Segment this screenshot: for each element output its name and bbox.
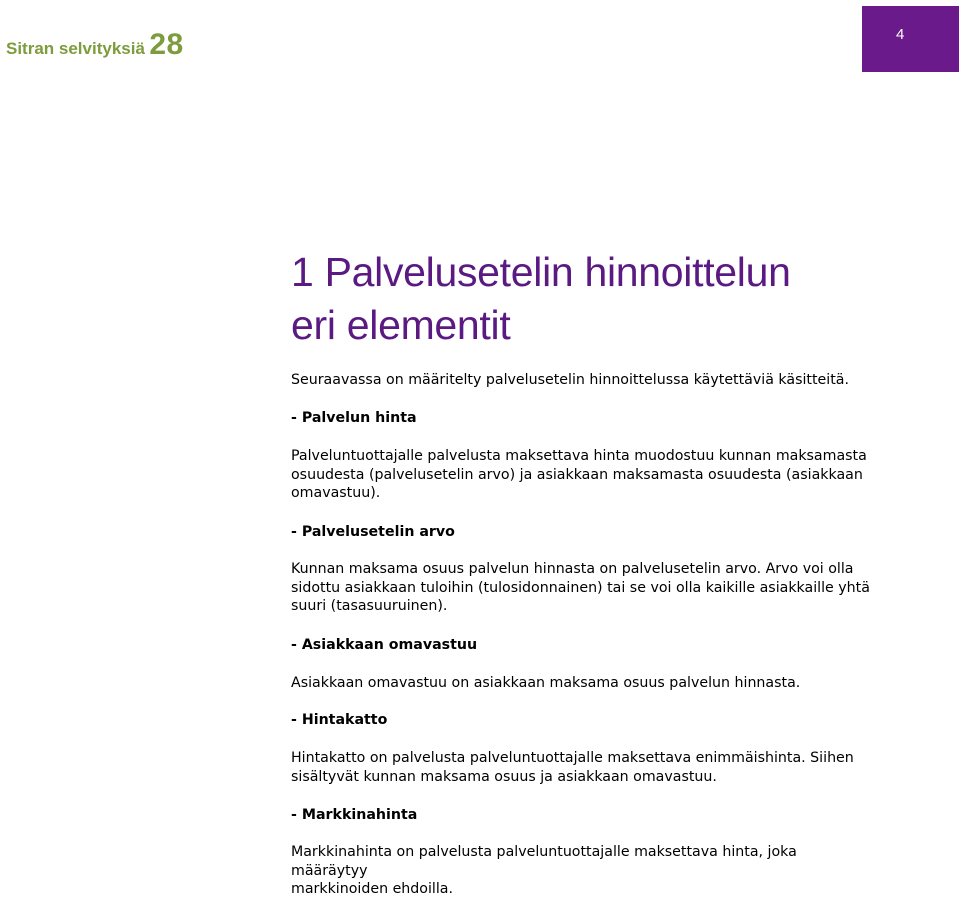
body-line: markkinoiden ehdoilla. xyxy=(291,881,454,897)
page-number: 4 xyxy=(896,26,905,43)
body-line: Asiakkaan omavastuu on asiakkaan maksama osuus palvelun hinnasta. xyxy=(291,675,801,691)
section-body xyxy=(291,843,871,899)
chapter-title-line1: 1 Palvelusetelin hinnoittelun xyxy=(291,249,791,295)
body-line: sidottu asiakkaan tuloihin (tulosidonnainen) tai se voi olla kaikille asiakkaille yhtä xyxy=(291,579,870,596)
section-heading: - Palvelusetelin arvo xyxy=(291,524,455,540)
section-body xyxy=(291,560,871,616)
section-body xyxy=(291,447,871,503)
series-number: 28 xyxy=(149,28,184,61)
body-line: suuri (tasasuuruinen). xyxy=(291,598,448,614)
section-heading: - Hintakatto xyxy=(291,712,388,728)
section-heading: - Markkinahinta xyxy=(291,807,418,823)
body-line: Markkinahinta on palvelusta palveluntuottajalle maksettava hinta, joka määräytyy xyxy=(291,844,797,879)
section-body xyxy=(291,749,871,786)
intro-paragraph: Seuraavassa on määritelty palvelusetelin hinnoittelussa käytettäviä käsitteitä. xyxy=(291,372,849,388)
series-header xyxy=(6,28,184,62)
body-line: omavastuu). xyxy=(291,485,381,501)
page-number-box xyxy=(862,6,959,72)
section-heading: - Palvelun hinta xyxy=(291,410,417,426)
section-heading: - Asiakkaan omavastuu xyxy=(291,637,478,653)
body-line: osuudesta (palvelusetelin arvo) ja asiakkaan maksamasta osuudesta (asiakkaan xyxy=(291,466,863,483)
section-body xyxy=(291,674,871,693)
chapter-title xyxy=(291,246,871,352)
body-line: sisältyvät kunnan maksama osuus ja asiakkaan omavastuu. xyxy=(291,768,717,785)
chapter-title-line2: eri elementit xyxy=(291,302,511,348)
body-line: Kunnan maksama osuus palvelun hinnasta on palvelusetelin arvo. Arvo voi olla xyxy=(291,561,854,577)
series-name: Sitran selvityksiä xyxy=(6,39,145,58)
main-content xyxy=(291,246,871,897)
body-line: Hintakatto on palvelusta palveluntuottajalle maksettava enimmäishinta. Siihen xyxy=(291,750,854,766)
body-line: Palveluntuottajalle palvelusta maksettava hinta muodostuu kunnan maksamasta xyxy=(291,448,867,464)
